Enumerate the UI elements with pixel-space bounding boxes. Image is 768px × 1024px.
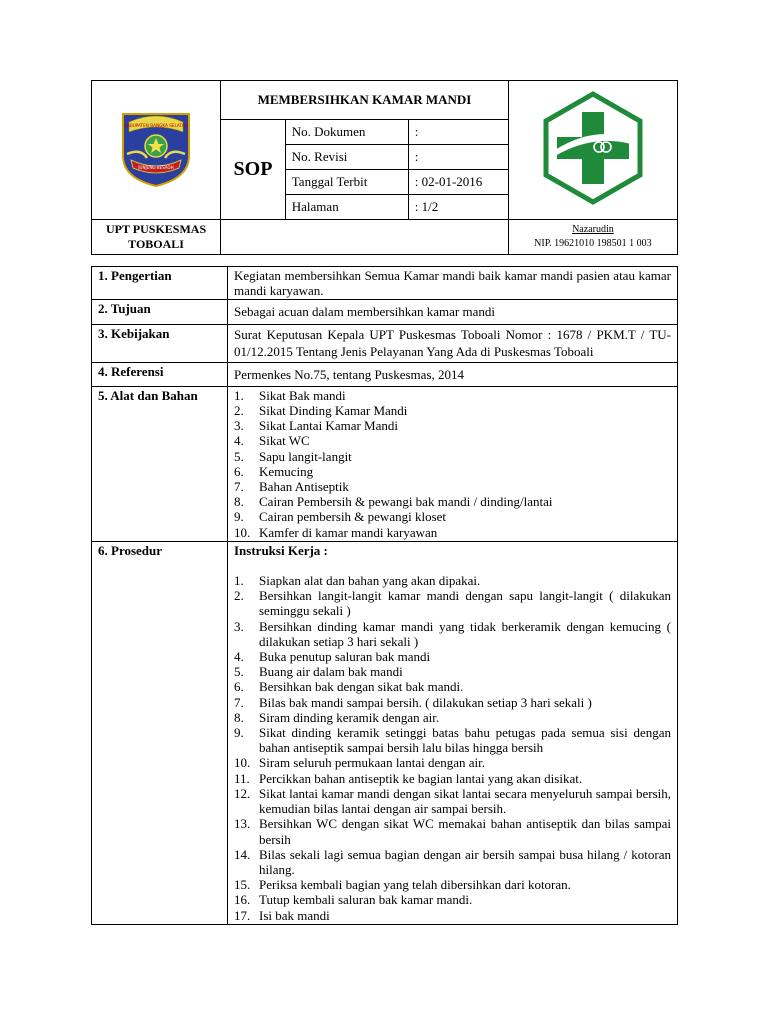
meta-label: No. Revisi	[286, 145, 409, 170]
section-row-alat	[92, 386, 678, 541]
section-label: 4. Referensi	[92, 362, 228, 386]
list-number: 1.	[234, 387, 244, 403]
organization-line-1: UPT PUSKESMAS	[106, 222, 207, 236]
list-number: 7.	[234, 694, 244, 710]
list-text: Bersihkan bak dengan sikat bak mandi.	[259, 679, 464, 695]
meta-label: Tanggal Terbit	[286, 170, 409, 195]
list-number: 3.	[234, 618, 244, 634]
list-item	[234, 908, 671, 923]
list-number: 17.	[234, 907, 251, 923]
list-text: Bahan Antiseptik	[259, 479, 349, 495]
list-item	[234, 892, 671, 907]
empty-cell	[221, 220, 509, 255]
section-text: Kegiatan membersihkan Semua Kamar mandi baik kamar mandi pasien atau kamar mandi karyawan.	[228, 267, 678, 300]
section-label: 1. Pengertian	[92, 267, 228, 300]
meta-value: : 1/2	[414, 199, 439, 214]
list-number: 9.	[234, 725, 244, 741]
list-number: 10.	[234, 524, 251, 540]
section-label: 5. Alat dan Bahan	[92, 386, 228, 541]
list-number: 14.	[234, 846, 251, 862]
list-item	[234, 877, 671, 892]
list-text: Kamfer di kamar mandi karyawan	[259, 524, 438, 540]
list-item	[234, 418, 671, 433]
section-row-kebijakan	[92, 324, 678, 362]
list-number: 4.	[234, 649, 244, 665]
sop-label: SOP	[221, 120, 286, 220]
list-number: 7.	[234, 479, 244, 495]
signer-name: Nazarudin	[572, 224, 614, 235]
list-item	[234, 479, 671, 494]
list-text: Siapkan alat dan bahan yang akan dipakai.	[259, 573, 481, 589]
list-number: 5.	[234, 664, 244, 680]
list-number: 4.	[234, 433, 244, 449]
list-number: 3.	[234, 418, 244, 434]
list-item	[234, 847, 671, 877]
signer-nip: NIP. 19621010 198501 1 003	[534, 238, 652, 249]
list-item	[234, 388, 671, 403]
list-number: 6.	[234, 463, 244, 479]
crest-bottom-text: JUNJUNG BESAOH	[138, 164, 174, 170]
list-text: Buang air dalam bak mandi	[259, 664, 403, 680]
list-text: Buka penutup saluran bak mandi	[259, 649, 431, 665]
right-logo-cell	[508, 81, 677, 220]
list-text: Periksa kembali bagian yang telah dibersihkan dari kotoran.	[259, 877, 571, 893]
left-logo-cell	[92, 81, 221, 220]
list-text: Sikat lantai kamar mandi dengan sikat lantai secara menyeluruh sampai bersih, kemudian bilas lantai dengan air sampai bersih.	[259, 785, 671, 817]
list-number: 2.	[234, 588, 244, 604]
list-number: 10.	[234, 755, 251, 771]
meta-row	[286, 145, 508, 170]
list-item	[234, 664, 671, 679]
list-text: Kemucing	[259, 463, 314, 479]
list-item	[234, 755, 671, 770]
list-item	[234, 588, 671, 618]
list-item	[234, 771, 671, 786]
list-text: Bersihkan langit-langit kamar mandi dengan sapu langit-langit ( dilakukan seminggu sekali )	[259, 588, 671, 619]
meta-row	[286, 195, 508, 220]
section-label: 3. Kebijakan	[92, 324, 228, 362]
list-text: Sikat Lantai Kamar Mandi	[259, 418, 398, 434]
list-number: 13.	[234, 816, 251, 832]
list-text: Sikat dinding keramik setinggi batas bahu petugas pada semua sisi dengan bahan antiseptik sampai bersih lalu bilas hingga bersih	[259, 725, 671, 756]
document-meta	[286, 120, 508, 219]
list-text: Cairan pembersih & pewangi kloset	[259, 509, 447, 525]
document-title: MEMBERSIHKAN KAMAR MANDI	[221, 81, 509, 120]
list-number: 1.	[234, 573, 244, 589]
list-number: 5.	[234, 448, 244, 464]
list-item	[234, 433, 671, 448]
list-item	[234, 649, 671, 664]
list-number: 8.	[234, 494, 244, 510]
organization-name	[92, 220, 221, 255]
list-item	[234, 449, 671, 464]
list-text: Percikkan bahan antiseptik ke bagian lantai yang akan disikat.	[259, 770, 583, 786]
list-number: 6.	[234, 679, 244, 695]
list-item	[234, 403, 671, 418]
section-label: 2. Tujuan	[92, 300, 228, 324]
sop-body	[91, 266, 678, 925]
list-item	[234, 679, 671, 694]
section-row-referensi	[92, 362, 678, 386]
list-item	[234, 509, 671, 524]
regency-crest-icon	[117, 108, 195, 188]
list-item	[234, 525, 671, 540]
meta-value: :	[408, 120, 508, 145]
list-item	[234, 494, 671, 509]
meta-row	[286, 120, 508, 145]
crest-top-text: KABUPATEN BANGKA SELATAN	[124, 122, 188, 128]
signature-block	[508, 220, 677, 255]
section-text: Surat Keputusan Kepala UPT Puskesmas Toboali Nomor : 1678 / PKM.T / TU-01/12.2015 Tentang Jenis Pelayanan Yang Ada di Puskesmas Toboali	[228, 324, 678, 362]
section-row-prosedur	[92, 541, 678, 924]
list-number: 9.	[234, 509, 244, 525]
list-item	[234, 786, 671, 816]
list-number: 11.	[234, 770, 250, 786]
list-text: Bersihkan WC dengan sikat WC memakai bahan antiseptik dan bilas sampai bersih	[259, 816, 671, 847]
list-item	[234, 464, 671, 479]
organization-line-2: TOBOALI	[128, 237, 184, 251]
list-text: Sapu langit-langit	[259, 448, 352, 464]
section-text: Permenkes No.75, tentang Puskesmas, 2014	[228, 362, 678, 386]
tools-list	[234, 388, 671, 540]
list-text: Bilas sekali lagi semua bagian dengan air bersih sampai busa hilang / kotoran hilang.	[259, 846, 671, 877]
list-item	[234, 573, 671, 588]
section-label: 6. Prosedur	[92, 541, 228, 924]
list-text: Bersihkan dinding kamar mandi yang tidak berkeramik dengan kemucing ( dilakukan setiap 3 hari sekali )	[259, 618, 671, 649]
list-text: Siram dinding keramik dengan air.	[259, 709, 440, 725]
list-text: Isi bak mandi	[259, 907, 330, 923]
procedure-steps	[234, 573, 671, 923]
list-number: 16.	[234, 892, 251, 908]
list-text: Tutup kembali saluran bak kamar mandi.	[259, 892, 473, 908]
list-item	[234, 816, 671, 846]
document-meta-cell	[285, 120, 508, 220]
meta-value: :	[408, 145, 508, 170]
meta-row	[286, 170, 508, 195]
list-item	[234, 725, 671, 755]
list-item	[234, 695, 671, 710]
list-text: Bilas bak mandi sampai bersih. ( dilakukan setiap 3 hari sekali )	[259, 694, 592, 710]
section-text: Sebagai acuan dalam membersihkan kamar mandi	[228, 300, 678, 324]
meta-label: Halaman	[286, 195, 409, 220]
list-text: Sikat WC	[259, 433, 310, 449]
list-number: 2.	[234, 403, 244, 419]
puskesmas-logo-icon	[535, 90, 651, 206]
list-text: Sikat Bak mandi	[259, 387, 346, 403]
section-list-cell	[228, 386, 678, 541]
section-list-cell	[228, 541, 678, 924]
list-text: Cairan Pembersih & pewangi bak mandi / dinding/lantai	[259, 494, 553, 510]
meta-label: No. Dokumen	[286, 120, 409, 145]
meta-value: : 02-01-2016	[408, 170, 508, 195]
section-row-pengertian	[92, 267, 678, 300]
sop-header	[91, 80, 678, 255]
list-item	[234, 710, 671, 725]
list-text: Sikat Dinding Kamar Mandi	[259, 403, 408, 419]
instructions-heading: Instruksi Kerja :	[234, 542, 328, 558]
list-text: Siram seluruh permukaan lantai dengan air.	[259, 755, 485, 771]
section-row-tujuan	[92, 300, 678, 324]
list-number: 15.	[234, 877, 251, 893]
list-number: 12.	[234, 785, 251, 801]
list-number: 8.	[234, 709, 244, 725]
list-item	[234, 619, 671, 649]
